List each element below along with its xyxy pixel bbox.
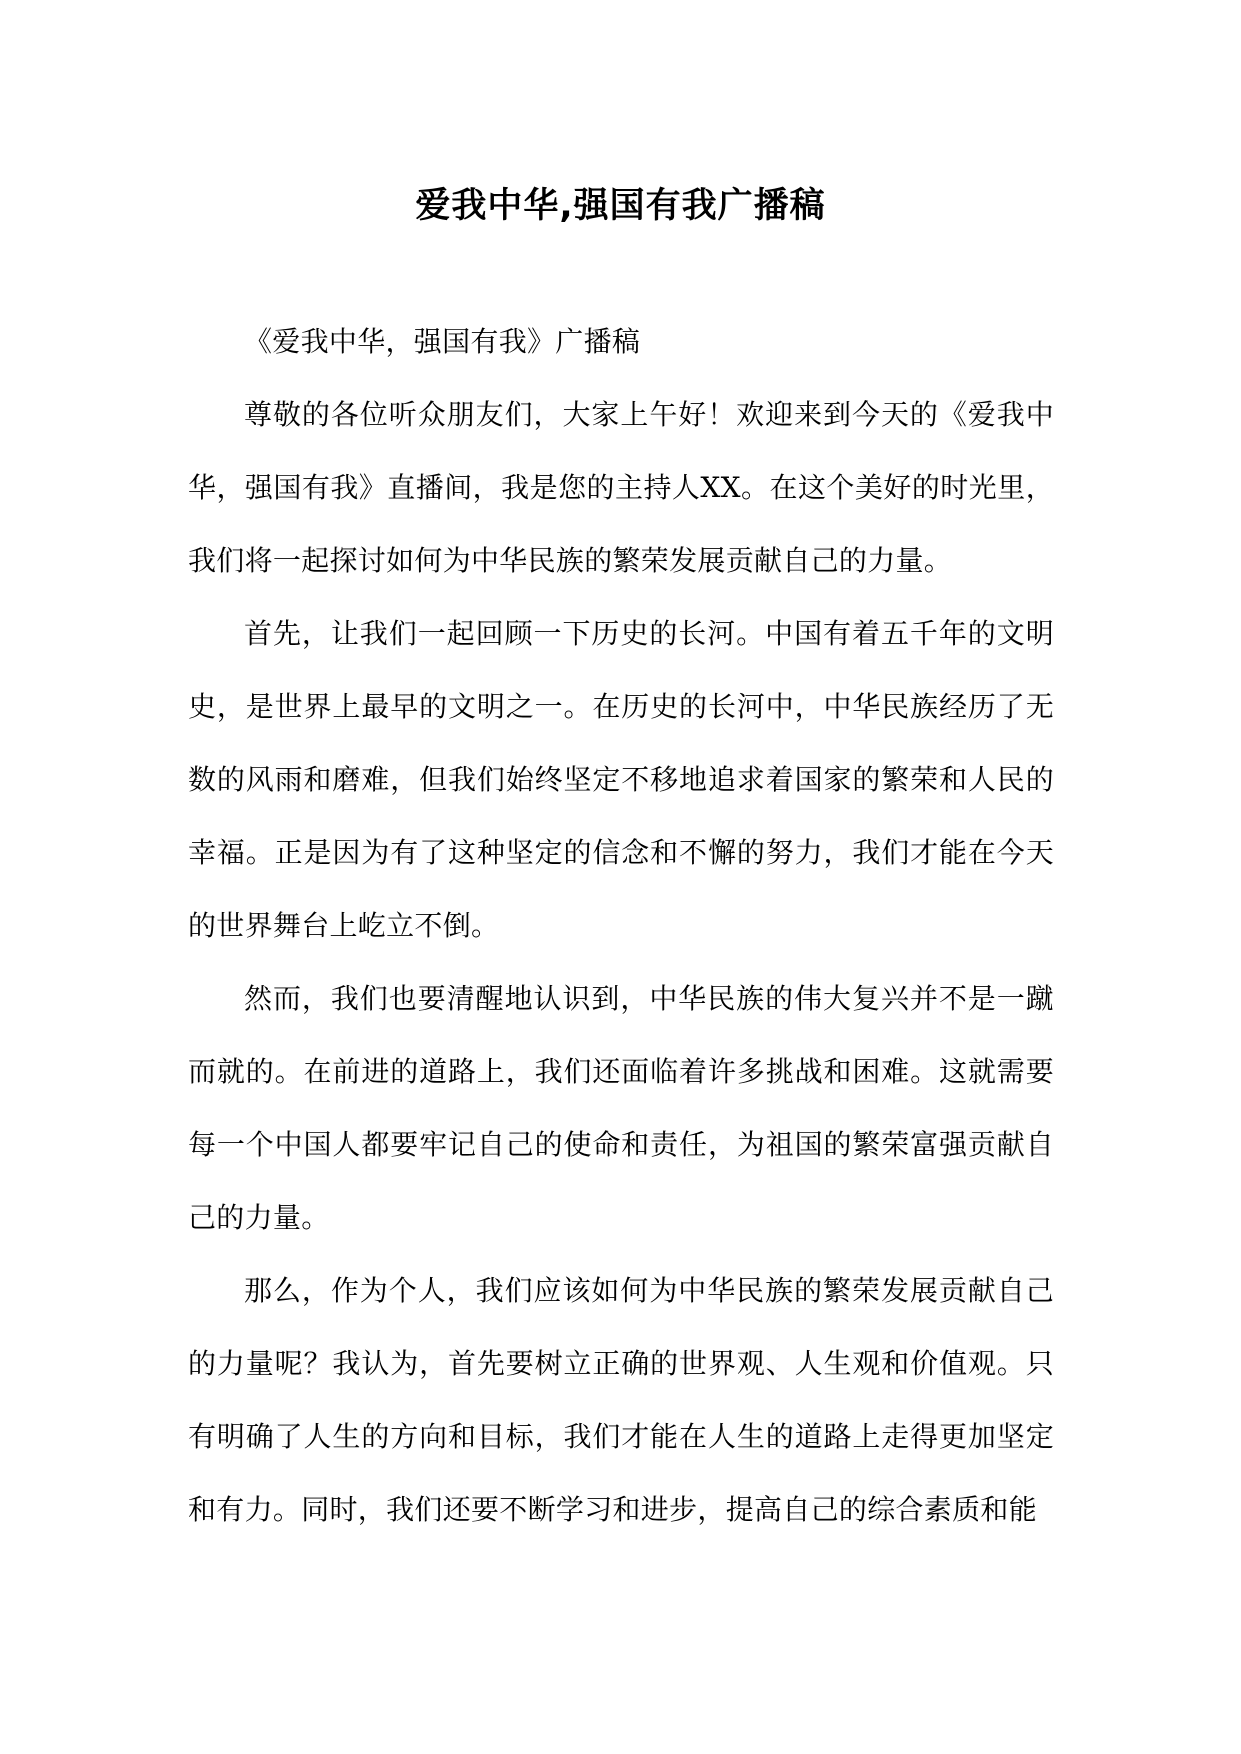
challenge-paragraph: 然而，我们也要清醒地认识到，中华民族的伟大复兴并不是一蹴而就的。在前进的道路上，我们还面临着许多挑战和困难。这就需要每一个中国人都要牢记自己的使命和责任，为祖国的繁荣富强贡献自己的力量。 xyxy=(188,982,1054,1234)
greeting-paragraph: 尊敬的各位听众朋友们，大家上午好！欢迎来到今天的《爱我中华，强国有我》直播间，我是您的主持人XX。在这个美好的时光里，我们将一起探讨如何为中华民族的繁荣发展贡献自己的力量。 xyxy=(188,398,1054,577)
individual-paragraph: 那么，作为个人，我们应该如何为中华民族的繁荣发展贡献自己的力量呢？我认为，首先要树立正确的世界观、人生观和价值观。只有明确了人生的方向和目标，我们才能在人生的道路上走得更加坚定和有力。同时，我们还要不断学习和进步，提高自己的综合素质和能 xyxy=(188,1274,1054,1526)
document-title: 爱我中华,强国有我广播稿 xyxy=(415,186,826,226)
subtitle-paragraph: 《爱我中华，强国有我》广播稿 xyxy=(244,325,641,358)
history-paragraph: 首先，让我们一起回顾一下历史的长河。中国有着五千年的文明史，是世界上最早的文明之一。在历史的长河中，中华民族经历了无数的风雨和磨难，但我们始终坚定不移地追求着国家的繁荣和人民的幸福。正是因为有了这种坚定的信念和不懈的努力，我们才能在今天的世界舞台上屹立不倒。 xyxy=(188,617,1054,942)
document-body xyxy=(188,305,1054,1546)
